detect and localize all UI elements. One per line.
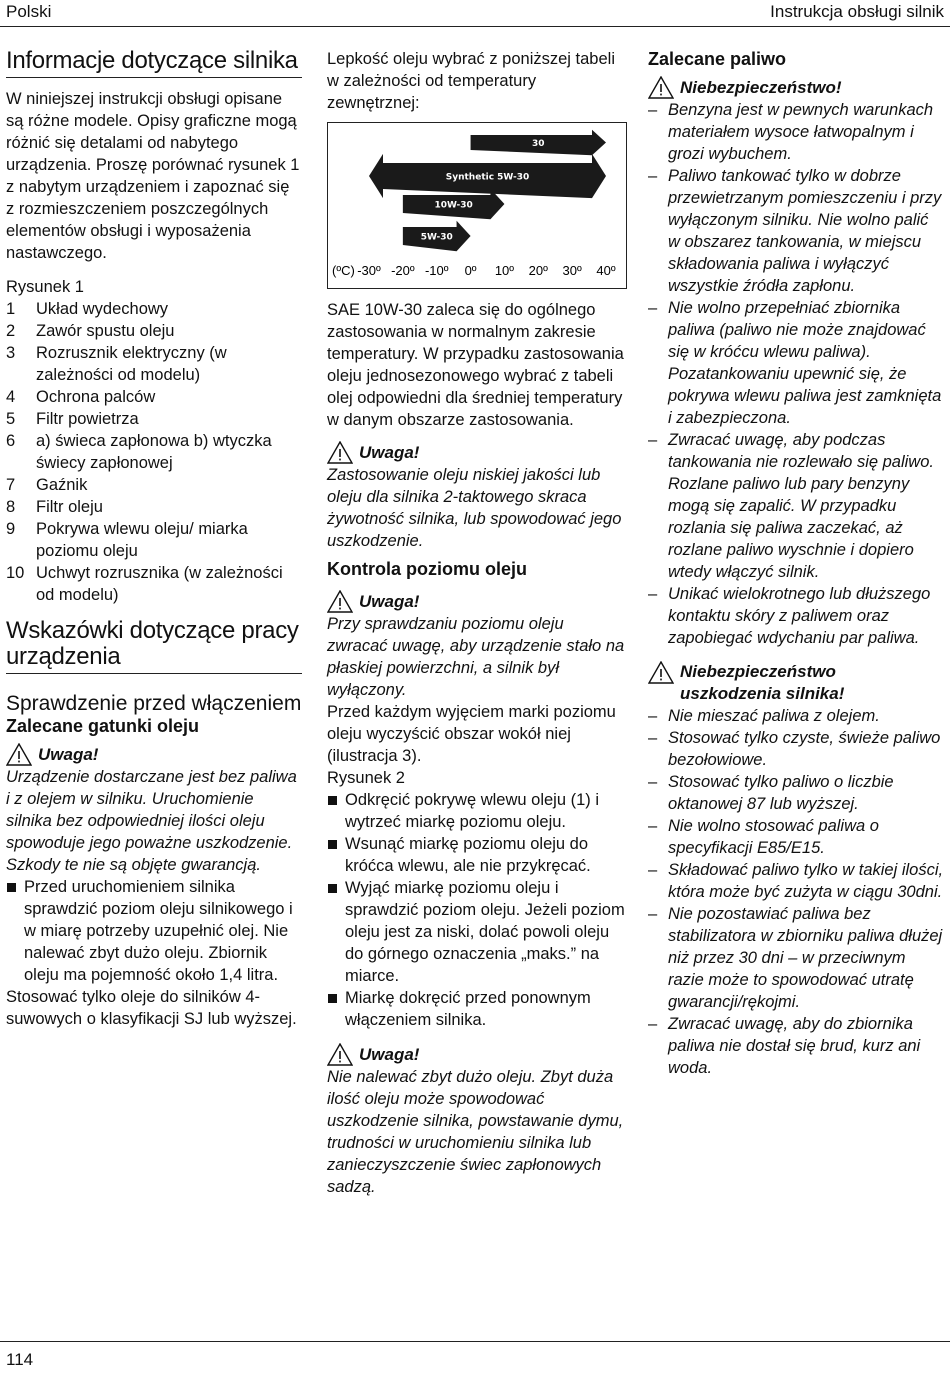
list-item: 8 Filtr oleju	[6, 498, 103, 516]
warning-triangle-icon	[327, 441, 353, 464]
figure-2-title: Rysunek 2	[327, 769, 405, 787]
list-item: Wsunąć miarkę poziomu oleju do króćca wlewu, ale nie przykręcać.	[327, 833, 627, 877]
warning-text: Urządzenie dostarczane jest bez paliwa i z olejem w silniku. Uruchomienie silnika bez odpowiedniej ilości oleju spowoduje jego poważne uszkodzenie. Szkody te nie są objęte gwarancją.	[6, 768, 297, 874]
viscosity-intro: Lepkość oleju wybrać z poniższej tabeli w zależności od temperatury zewnętrznej:	[327, 50, 615, 112]
parts-list	[6, 298, 302, 606]
bullet-list	[6, 876, 302, 986]
steps-list	[327, 789, 627, 1031]
viscosity-bar-label: 30	[532, 139, 545, 149]
viscosity-bar-label: 5W-30	[420, 232, 453, 243]
list-item: 6 a) świeca zapłonowa b) wtyczka świecy zapłonowej	[6, 432, 272, 472]
warning-label: Uwaga!	[6, 743, 302, 766]
list-item: 1 Układ wydechowy	[6, 300, 169, 318]
axis-tick-label: 0º	[464, 263, 477, 278]
list-item: Wyjąć miarkę poziomu oleju i sprawdzić poziom oleju. Jeżeli poziom oleju jest za niski, dolać powoli oleju do górnego oznaczenia „maks.” na miarce.	[327, 877, 627, 987]
warning-label: Uwaga!	[327, 590, 627, 613]
list-item: 10 Uchwyt rozrusznika (w zależności od modelu)	[6, 564, 283, 604]
warning-text: Zastosowanie oleju niskiej jakości lub oleju dla silnika 2-taktowego skraca żywotność silnika, lub spowodować jego uszkodzenie.	[327, 466, 622, 550]
heading-recommended-oils: Zalecane gatunki oleju	[6, 716, 200, 736]
axis-tick-label: 30º	[562, 263, 582, 278]
header-manual-title: Instrukcja obsługi silnik	[770, 2, 944, 21]
viscosity-bar-label: Synthetic 5W-30	[445, 172, 530, 183]
clean-area-paragraph: Przed każdym wyjęciem marki poziomu oleju wyczyścić obszar wokół niej (ilustracja 3).	[327, 703, 616, 765]
viscosity-bar-label: 10W-30	[434, 200, 473, 211]
warning-triangle-icon	[6, 743, 32, 766]
heading-pre-start-check: Sprawdzenie przed włączeniem	[6, 692, 302, 715]
list-item: Przed uruchomieniem silnika sprawdzić poziom oleju silnikowego i w miarę potrzeby uzupełnić olej. Nie nalewać zbyt dużo oleju. Zbiornik oleju ma pojemność około 1,4 litra.	[6, 876, 302, 986]
list-item: – Składować paliwo tylko w takiej ilości, która może być zużyta w ciągu 30dni.	[648, 859, 944, 903]
list-item: Miarkę dokręcić przed ponownym włączeniem silnika.	[327, 987, 627, 1031]
column-2	[327, 48, 627, 1198]
heading-engine-info: Informacje dotyczące silnika	[6, 48, 302, 78]
list-item: 7 Gaźnik	[6, 476, 88, 494]
page-number: 114	[6, 1350, 34, 1369]
sae-paragraph: SAE 10W-30 zaleca się do ogólnego zastosowania w normalnym zakresie temperatury. W przypadku zastosowania oleju jednosezonowego wybrać z tabeli olej odpowiedni dla średniej temperatury w danym obszarze zastosowania.	[327, 301, 624, 429]
list-item: – Unikać wielokrotnego lub dłuższego kontaktu skóry z paliwem oraz zapobiegać wdychaniu par paliwa.	[648, 583, 944, 649]
axis-tick-label: 40º	[596, 263, 616, 278]
heading-recommended-fuel: Zalecane paliwo	[648, 49, 787, 69]
list-item: – Nie pozostawiać paliwa bez stabilizatora w zbiorniku paliwa dłużej niż przez 30 dni – w przeciwnym razie może to spowodować utratę gwarancji/rękojmi.	[648, 903, 944, 1013]
list-item: 4 Ochrona palców	[6, 388, 156, 406]
oil-class-paragraph: Stosować tylko oleje do silników 4-suwowych o klasyfikacji SJ lub wyższej.	[6, 988, 297, 1028]
figure-1-title: Rysunek 1	[6, 278, 84, 296]
axis-tick-label: 20º	[528, 263, 548, 278]
heading-work-tips: Wskazówki dotyczące pracy urządzenia	[6, 618, 302, 674]
header-language: Polski	[6, 2, 52, 21]
axis-tick-label: -10º	[424, 263, 449, 278]
danger-list	[648, 99, 944, 649]
list-item: – Nie mieszać paliwa z olejem.	[648, 705, 944, 727]
viscosity-chart	[327, 122, 627, 289]
warning-text: Przy sprawdzaniu poziomu oleju zwracać uwagę, aby urządzenie stało na płaskiej powierzchni, a silnik był wyłączony.	[327, 615, 625, 699]
column-3	[648, 48, 944, 1079]
axis-tick-label: -30º	[357, 263, 381, 278]
warning-triangle-icon	[648, 661, 674, 684]
engine-danger-label: Niebezpieczeństwo uszkodzenia silnika!	[648, 661, 944, 705]
danger-label: Niebezpieczeństwo!	[648, 76, 944, 99]
list-item: 3 Rozrusznik elektryczny (w zależności od modelu)	[6, 344, 227, 384]
list-item: – Benzyna jest w pewnych warunkach materiałem wysoce łatwopalnym i grozi wybuchem.	[648, 99, 944, 165]
list-item: – Zwracać uwagę, aby podczas tankowania nie rozlewało się paliwo. Rozlane paliwo lub pary benzyny mogą się zapalić. W przypadku rozlania się paliwa zaczekać, aż rozlane paliwo wyschnie i dopiero wtedy włączyć silnik.	[648, 429, 944, 583]
warning-label: Uwaga!	[327, 1043, 627, 1066]
warning-triangle-icon	[648, 76, 674, 99]
list-item: – Stosować tylko czyste, świeże paliwo bezołowiowe.	[648, 727, 944, 771]
warning-triangle-icon	[327, 1043, 353, 1066]
column-1	[6, 48, 302, 1030]
list-item: 2 Zawór spustu oleju	[6, 322, 175, 340]
axis-tick-label: -20º	[391, 263, 415, 278]
list-item: – Zwracać uwagę, aby do zbiornika paliwa nie dostał się brud, kurz ani woda.	[648, 1013, 944, 1079]
list-item: – Nie wolno przepełniać zbiornika paliwa (paliwo nie może znajdować się w króćcu wlewu paliwa). Pozatankowaniu upewnić się, że pokrywa wlewu paliwa jest zamknięta i zabezpieczona.	[648, 297, 944, 429]
axis-unit-label: (ºC)	[332, 263, 355, 278]
list-item: – Paliwo tankować tylko w dobrze przewietrzanym pomieszczeniu i przy wyłączonym silniku. Nie wolno palić w obszarez tankowania, w miejscu składowania paliwa i wyłączyć wszystkie źródła zapłonu.	[648, 165, 944, 297]
axis-tick-label: 10º	[494, 263, 515, 278]
warning-triangle-icon	[327, 590, 353, 613]
list-item: – Nie wolno stosować paliwa o specyfikacji E85/E15.	[648, 815, 944, 859]
viscosity-chart-svg	[328, 123, 626, 288]
page-header	[0, 0, 950, 27]
list-item: 9 Pokrywa wlewu oleju/ miarka poziomu oleju	[6, 520, 248, 560]
footer-divider	[0, 1341, 950, 1342]
list-item: 5 Filtr powietrza	[6, 410, 139, 428]
heading-oil-level-check: Kontrola poziomu oleju	[327, 559, 527, 579]
warning-text: Nie nalewać zbyt dużo oleju. Zbyt duża ilość oleju może spowodować uszkodzenie silnika, powstawanie dymu, trudności w uruchomieniu silnika lub zanieczyszczenie świec zapłonowych sadzą.	[327, 1068, 624, 1196]
warning-label: Uwaga!	[327, 441, 627, 464]
list-item: Odkręcić pokrywę wlewu oleju (1) i wytrzeć miarkę poziomu oleju.	[327, 789, 627, 833]
intro-paragraph: W niniejszej instrukcji obsługi opisane są różne modele. Opisy graficzne mogą różnić się detalami od nabytego urządzenia. Proszę porównać rysunek 1 z nabytym urządzeniem i zapoznać się z rozmieszczeniem poszczególnych elementów obsługi i wyposażenia nastawczego.	[6, 90, 300, 262]
list-item: – Stosować tylko paliwo o liczbie oktanowej 87 lub wyższej.	[648, 771, 944, 815]
engine-danger-list	[648, 705, 944, 1079]
